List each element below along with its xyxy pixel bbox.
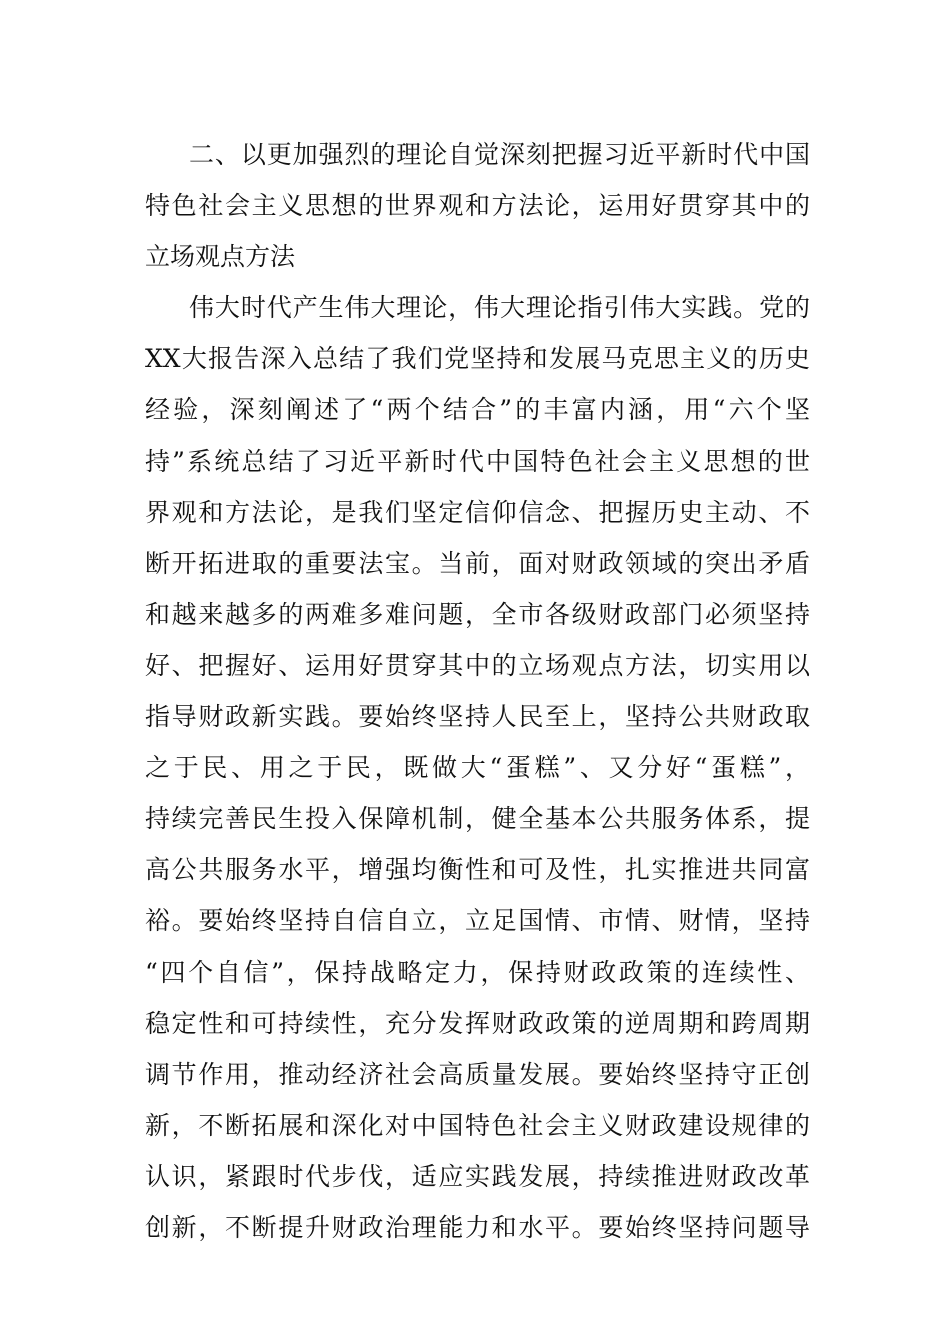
section-heading-line-1: 二、以更加强烈的理论自觉深刻把握习近平新时代中国 — [189, 140, 810, 169]
section-heading-line-2: 特色社会主义思想的世界观和方法论，运用好贯穿其中的 — [145, 191, 810, 221]
document-text — [145, 129, 810, 1253]
body-line: XX大报告深入总结了我们党坚持和发展马克思主义的历史 — [145, 344, 810, 374]
body-line: 断开拓进取的重要法宝。当前，面对财政领域的突出矛盾 — [145, 548, 810, 578]
body-line: 界观和方法论，是我们坚定信仰信念、把握历史主动、不 — [145, 497, 810, 527]
body-line: 高公共服务水平，增强均衡性和可及性，扎实推进共同富 — [145, 855, 810, 885]
body-line: 持”系统总结了习近平新时代中国特色社会主义思想的世 — [145, 446, 810, 476]
body-line: 认识，紧跟时代步伐，适应实践发展，持续推进财政改革 — [145, 1161, 810, 1191]
body-line: 新，不断拓展和深化对中国特色社会主义财政建设规律的 — [145, 1110, 810, 1140]
body-line: 指导财政新实践。要始终坚持人民至上，坚持公共财政取 — [145, 702, 810, 732]
body-line: 稳定性和可持续性，充分发挥财政政策的逆周期和跨周期 — [145, 1008, 810, 1038]
body-line: 裕。要始终坚持自信自立，立足国情、市情、财情，坚持 — [145, 906, 810, 936]
body-line: 和越来越多的两难多难问题，全市各级财政部门必须坚持 — [145, 599, 810, 629]
body-line: 创新，不断提升财政治理能力和水平。要始终坚持问题导 — [145, 1212, 810, 1242]
body-line: 经验，深刻阐述了“两个结合”的丰富内涵，用“六个坚 — [145, 395, 810, 425]
body-line: 伟大时代产生伟大理论，伟大理论指引伟大实践。党的 — [189, 293, 810, 323]
body-line: 调节作用，推动经济社会高质量发展。要始终坚持守正创 — [145, 1059, 810, 1089]
section-heading-line-3: 立场观点方法 — [145, 242, 296, 272]
body-line: 持续完善民生投入保障机制，健全基本公共服务体系，提 — [145, 804, 810, 834]
body-line: 好、把握好、运用好贯穿其中的立场观点方法，切实用以 — [145, 650, 810, 680]
body-line: 之于民、用之于民，既做大“蛋糕”、又分好“蛋糕”， — [145, 753, 810, 783]
body-line: “四个自信”，保持战略定力，保持财政政策的连续性、 — [145, 957, 810, 987]
